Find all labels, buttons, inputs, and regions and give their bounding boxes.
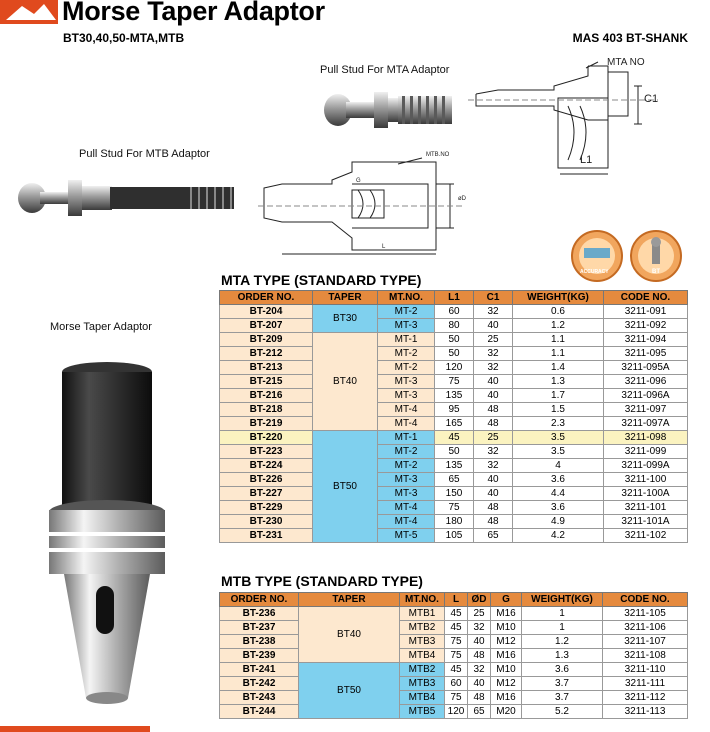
table-header-row (220, 593, 688, 607)
l-cell: 45 (445, 663, 468, 677)
table-row (220, 347, 688, 361)
weight-cell: 3.5 (513, 445, 604, 459)
code-cell: 3211-100 (604, 473, 688, 487)
weight-cell: 4.4 (513, 487, 604, 501)
l1-cell: 150 (435, 487, 474, 501)
l-cell: 75 (445, 649, 468, 663)
d-cell: 32 (468, 663, 491, 677)
mt-no-cell: MT-3 (378, 487, 435, 501)
order-no-cell: BT-223 (220, 445, 313, 459)
length-label: L (382, 244, 386, 250)
l1-cell: 80 (435, 319, 474, 333)
weight-cell: 1.4 (513, 361, 604, 375)
col-mt-no: MT.NO. (378, 291, 435, 305)
g-cell: M12 (491, 677, 522, 691)
d-cell: 40 (468, 635, 491, 649)
morse-adaptor-image (42, 360, 172, 710)
mtb-stud-caption: Pull Stud For MTB Adaptor (79, 148, 210, 160)
taper-cell: BT30 (313, 305, 378, 333)
g-cell: M10 (491, 663, 522, 677)
table-row (220, 705, 688, 719)
table-row (220, 333, 688, 347)
c1-cell: 65 (474, 529, 513, 543)
order-no-cell: BT-241 (220, 663, 299, 677)
order-no-cell: BT-212 (220, 347, 313, 361)
order-no-cell: BT-219 (220, 417, 313, 431)
c1-label: C1 (644, 93, 659, 105)
mt-no-cell: MTB4 (400, 691, 445, 705)
table-row (220, 663, 688, 677)
g-label: G (356, 178, 361, 184)
table-row (220, 305, 688, 319)
mtb-technical-drawing (258, 150, 468, 260)
l-cell: 75 (445, 635, 468, 649)
code-cell: 3211-105 (603, 607, 688, 621)
l1-cell: 60 (435, 305, 474, 319)
code-cell: 3211-110 (603, 663, 688, 677)
taper-cell: BT50 (299, 663, 400, 719)
order-no-cell: BT-231 (220, 529, 313, 543)
mt-no-cell: MT-2 (378, 459, 435, 473)
mta-stud-caption: Pull Stud For MTA Adaptor (320, 64, 450, 76)
mt-no-cell: MTB3 (400, 677, 445, 691)
weight-cell: 1.2 (522, 635, 603, 649)
weight-cell: 1.3 (513, 375, 604, 389)
c1-cell: 32 (474, 445, 513, 459)
l1-cell: 50 (435, 445, 474, 459)
order-no-cell: BT-216 (220, 389, 313, 403)
table-row (220, 459, 688, 473)
l-cell: 75 (445, 691, 468, 705)
weight-cell: 3.5 (513, 431, 604, 445)
l1-cell: 165 (435, 417, 474, 431)
l1-cell: 50 (435, 347, 474, 361)
weight-cell: 5.2 (522, 705, 603, 719)
table-row (220, 445, 688, 459)
order-no-cell: BT-226 (220, 473, 313, 487)
col-weight: WEIGHT(KG) (513, 291, 604, 305)
l1-cell: 135 (435, 459, 474, 473)
taper-cell: BT40 (299, 607, 400, 663)
d-cell: 48 (468, 649, 491, 663)
l-cell: 45 (445, 607, 468, 621)
order-no-cell: BT-237 (220, 621, 299, 635)
mt-no-cell: MT-1 (378, 333, 435, 347)
code-cell: 3211-097 (604, 403, 688, 417)
mta-technical-drawing (468, 56, 668, 176)
l-cell: 120 (445, 705, 468, 719)
table-row (220, 417, 688, 431)
col-order-no: ORDER NO. (220, 593, 299, 607)
col-mt-no: MT.NO. (400, 593, 445, 607)
g-cell: M16 (491, 691, 522, 705)
order-no-cell: BT-238 (220, 635, 299, 649)
l1-label: L1 (580, 154, 593, 166)
c1-cell: 40 (474, 389, 513, 403)
table-row (220, 375, 688, 389)
brand-logo-icon (0, 0, 58, 24)
c1-cell: 32 (474, 361, 513, 375)
order-no-cell: BT-244 (220, 705, 299, 719)
order-no-cell: BT-230 (220, 515, 313, 529)
weight-cell: 1.1 (513, 347, 604, 361)
weight-cell: 1.5 (513, 403, 604, 417)
col-code-no: CODE NO. (603, 593, 688, 607)
order-no-cell: BT-218 (220, 403, 313, 417)
code-cell: 3211-097A (604, 417, 688, 431)
d-cell: 40 (468, 677, 491, 691)
code-cell: 3211-098 (604, 431, 688, 445)
d-cell: 32 (468, 621, 491, 635)
c1-cell: 32 (474, 459, 513, 473)
table-row (220, 607, 688, 621)
col-l1: L1 (435, 291, 474, 305)
col-l: L (445, 593, 468, 607)
mt-no-cell: MT-2 (378, 361, 435, 375)
weight-cell: 4.2 (513, 529, 604, 543)
mt-no-cell: MT-2 (378, 445, 435, 459)
order-no-cell: BT-204 (220, 305, 313, 319)
c1-cell: 32 (474, 347, 513, 361)
c1-cell: 25 (474, 431, 513, 445)
weight-cell: 1.3 (522, 649, 603, 663)
c1-cell: 40 (474, 319, 513, 333)
mta-spec-table (219, 290, 688, 543)
mt-no-cell: MT-3 (378, 375, 435, 389)
mt-no-cell: MTB1 (400, 607, 445, 621)
order-no-cell: BT-243 (220, 691, 299, 705)
order-no-cell: BT-236 (220, 607, 299, 621)
g-cell: M10 (491, 621, 522, 635)
col-taper: TAPER (313, 291, 378, 305)
l1-cell: 105 (435, 529, 474, 543)
code-cell: 3211-112 (603, 691, 688, 705)
c1-cell: 48 (474, 403, 513, 417)
table-row (220, 621, 688, 635)
weight-cell: 1 (522, 607, 603, 621)
table-row (220, 515, 688, 529)
mta-pull-stud-image (318, 80, 458, 138)
code-cell: 3211-108 (603, 649, 688, 663)
code-cell: 3211-096 (604, 375, 688, 389)
col-d: ØD (468, 593, 491, 607)
weight-cell: 2.3 (513, 417, 604, 431)
code-cell: 3211-096A (604, 389, 688, 403)
code-cell: 3211-094 (604, 333, 688, 347)
weight-cell: 4 (513, 459, 604, 473)
table-row (220, 691, 688, 705)
mt-no-cell: MT-3 (378, 389, 435, 403)
table-row (220, 389, 688, 403)
footer-accent-bar (0, 726, 150, 732)
table-row (220, 635, 688, 649)
order-no-cell: BT-207 (220, 319, 313, 333)
l1-cell: 95 (435, 403, 474, 417)
order-no-cell: BT-229 (220, 501, 313, 515)
mt-no-cell: MTB4 (400, 649, 445, 663)
weight-cell: 1.2 (513, 319, 604, 333)
order-no-cell: BT-242 (220, 677, 299, 691)
c1-cell: 40 (474, 375, 513, 389)
l1-cell: 135 (435, 389, 474, 403)
g-cell: M12 (491, 635, 522, 649)
mt-no-cell: MTB3 (400, 635, 445, 649)
order-no-cell: BT-209 (220, 333, 313, 347)
code-cell: 3211-095A (604, 361, 688, 375)
col-c1: C1 (474, 291, 513, 305)
l1-cell: 65 (435, 473, 474, 487)
accuracy-badge-label: ACCURACY (580, 269, 609, 275)
table-row (220, 649, 688, 663)
table-row (220, 529, 688, 543)
weight-cell: 3.7 (522, 677, 603, 691)
l1-cell: 120 (435, 361, 474, 375)
bt-badge-label: BT (652, 269, 660, 275)
table-row (220, 431, 688, 445)
mta-no-label: MTA NO (607, 57, 645, 68)
mt-no-cell: MTB2 (400, 663, 445, 677)
weight-cell: 1.1 (513, 333, 604, 347)
g-cell: M16 (491, 607, 522, 621)
order-no-cell: BT-224 (220, 459, 313, 473)
mtb-table-title: MTB TYPE (STANDARD TYPE) (221, 573, 423, 589)
weight-cell: 3.6 (513, 473, 604, 487)
c1-cell: 25 (474, 333, 513, 347)
g-cell: M16 (491, 649, 522, 663)
mt-no-cell: MT-2 (378, 305, 435, 319)
weight-cell: 4.9 (513, 515, 604, 529)
table-row (220, 319, 688, 333)
mt-no-cell: MT-4 (378, 501, 435, 515)
order-no-cell: BT-227 (220, 487, 313, 501)
mtb-pull-stud-image (10, 170, 240, 222)
code-cell: 3211-099A (604, 459, 688, 473)
code-cell: 3211-107 (603, 635, 688, 649)
c1-cell: 40 (474, 473, 513, 487)
c1-cell: 32 (474, 305, 513, 319)
l1-cell: 50 (435, 333, 474, 347)
weight-cell: 3.6 (513, 501, 604, 515)
col-g: G (491, 593, 522, 607)
c1-cell: 40 (474, 487, 513, 501)
taper-cell: BT40 (313, 333, 378, 431)
code-cell: 3211-113 (603, 705, 688, 719)
code-cell: 3211-102 (604, 529, 688, 543)
table-row (220, 403, 688, 417)
code-cell: 3211-092 (604, 319, 688, 333)
col-order-no: ORDER NO. (220, 291, 313, 305)
c1-cell: 48 (474, 417, 513, 431)
order-no-cell: BT-220 (220, 431, 313, 445)
table-row (220, 473, 688, 487)
taper-cell: BT50 (313, 431, 378, 543)
page-title: Morse Taper Adaptor (62, 0, 325, 26)
morse-adaptor-caption: Morse Taper Adaptor (50, 321, 152, 333)
mt-no-cell: MT-1 (378, 431, 435, 445)
table-row (220, 501, 688, 515)
g-cell: M20 (491, 705, 522, 719)
code-cell: 3211-095 (604, 347, 688, 361)
table-row (220, 361, 688, 375)
diameter-label: øD (458, 196, 466, 202)
mtb-no-label: MTB.NO (426, 152, 450, 158)
mt-no-cell: MTB2 (400, 621, 445, 635)
order-no-cell: BT-213 (220, 361, 313, 375)
mt-no-cell: MT-4 (378, 515, 435, 529)
table-row (220, 677, 688, 691)
l-cell: 60 (445, 677, 468, 691)
mtb-spec-table (219, 592, 688, 719)
weight-cell: 1 (522, 621, 603, 635)
l-cell: 45 (445, 621, 468, 635)
code-cell: 3211-091 (604, 305, 688, 319)
d-cell: 65 (468, 705, 491, 719)
code-cell: 3211-099 (604, 445, 688, 459)
table-row (220, 487, 688, 501)
mt-no-cell: MTB5 (400, 705, 445, 719)
mta-table-title: MTA TYPE (STANDARD TYPE) (221, 272, 422, 288)
table-header-row (220, 291, 688, 305)
col-taper: TAPER (299, 593, 400, 607)
code-cell: 3211-101A (604, 515, 688, 529)
l1-cell: 75 (435, 375, 474, 389)
l1-cell: 75 (435, 501, 474, 515)
col-weight: WEIGHT(KG) (522, 593, 603, 607)
shank-standard: MAS 403 BT-SHANK (572, 31, 688, 45)
weight-cell: 0.6 (513, 305, 604, 319)
page-subtitle: BT30,40,50-MTA,MTB (63, 31, 185, 45)
mt-no-cell: MT-2 (378, 347, 435, 361)
code-cell: 3211-101 (604, 501, 688, 515)
mt-no-cell: MT-5 (378, 529, 435, 543)
weight-cell: 3.6 (522, 663, 603, 677)
l1-cell: 45 (435, 431, 474, 445)
mt-no-cell: MT-4 (378, 417, 435, 431)
order-no-cell: BT-239 (220, 649, 299, 663)
code-cell: 3211-100A (604, 487, 688, 501)
code-cell: 3211-106 (603, 621, 688, 635)
mt-no-cell: MT-4 (378, 403, 435, 417)
d-cell: 48 (468, 691, 491, 705)
code-cell: 3211-111 (603, 677, 688, 691)
order-no-cell: BT-215 (220, 375, 313, 389)
c1-cell: 48 (474, 501, 513, 515)
l1-cell: 180 (435, 515, 474, 529)
d-cell: 25 (468, 607, 491, 621)
col-code-no: CODE NO. (604, 291, 688, 305)
weight-cell: 1.7 (513, 389, 604, 403)
mt-no-cell: MT-3 (378, 473, 435, 487)
mt-no-cell: MT-3 (378, 319, 435, 333)
weight-cell: 3.7 (522, 691, 603, 705)
c1-cell: 48 (474, 515, 513, 529)
